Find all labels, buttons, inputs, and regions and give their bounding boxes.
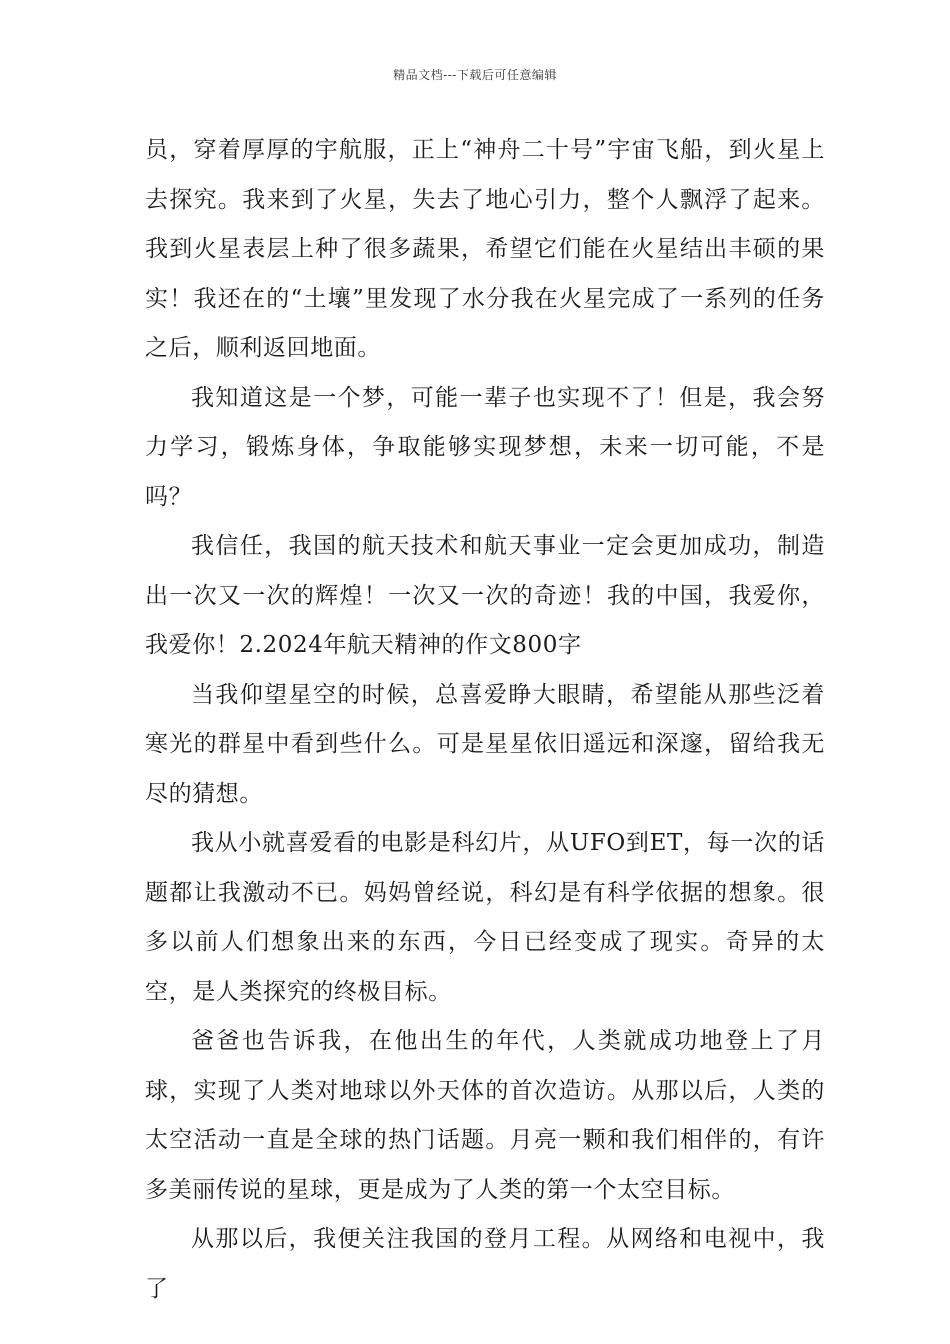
paragraph-6: 爸爸也告诉我，在他出生的年代，人类就成功地登上了月球，实现了人类对地球以外天体的首次造访。从那以后，人类的太空活动一直是全球的热门话题。月亮一颗和我们相伴的，有许多美丽传说的星球，更是成为了人类的第一个太空目标。 [145, 1028, 825, 1203]
document-body [145, 126, 825, 1314]
paragraph-1: 员，穿着厚厚的宇航服，正上“神舟二十号”宇宙飞船，到火星上去探究。我来到了火星，失去了地心引力，整个人飘浮了起来。我到火星表层上种了很多蔬果，希望它们能在火星结出丰硕的果实！我还在的“土壤”里发现了水分我在火星完成了一系列的任务之后，顺利返回地面。 [145, 137, 825, 361]
paragraph-2: 我知道这是一个梦，可能一辈子也实现不了！但是，我会努力学习，锻炼身体，争取能够实现梦想，未来一切可能，不是吗？ [145, 384, 825, 510]
page-header: 精品文档---下载后可任意编辑 [393, 68, 557, 82]
paragraph-7: 从那以后，我便关注我国的登月工程。从网络和电视中，我了 [145, 1226, 825, 1302]
paragraph-3: 我信任，我国的航天技术和航天事业一定会更加成功，制造出一次又一次的辉煌！一次又一次的奇迹！我的中国，我爱你，我爱你！2.2024年航天精神的作文800字 [145, 533, 825, 658]
paragraph-5: 我从小就喜爱看的电影是科幻片，从UFO到ET，每一次的话题都让我激动不已。妈妈曾经说，科幻是有科学依据的想象。很多以前人们想象出来的东西，今日已经变成了现实。奇异的太空，是人类探究的终极目标。 [145, 830, 825, 1005]
paragraph-4: 当我仰望星空的时候，总喜爱睁大眼睛，希望能从那些泛着寒光的群星中看到些什么。可是星星依旧遥远和深邃，留给我无尽的猜想。 [145, 681, 825, 807]
